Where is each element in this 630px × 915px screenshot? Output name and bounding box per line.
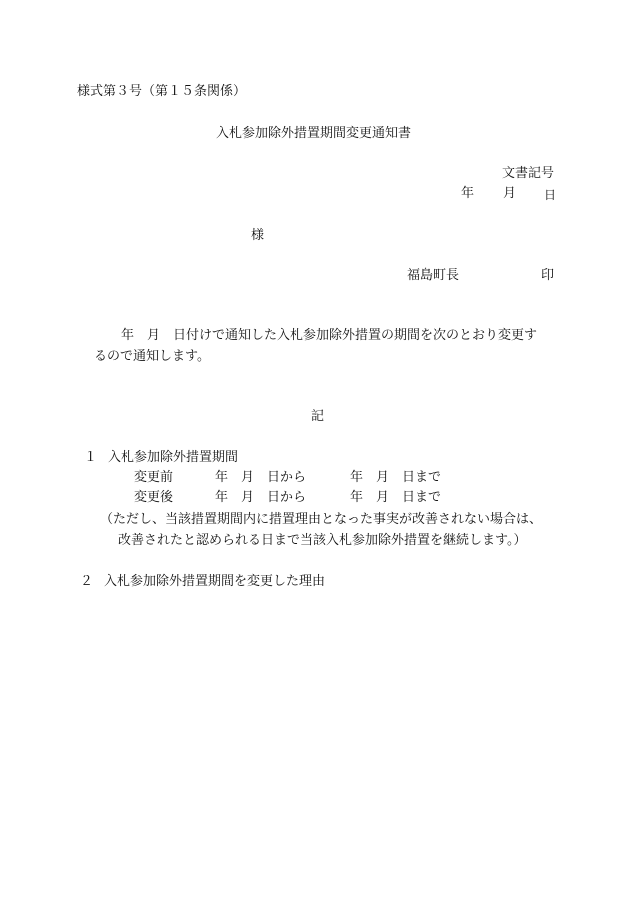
notation-mark: 記 [311,409,325,424]
item-1-heading: 入札参加除外措置期間 [108,450,239,465]
period-before-label: 変更前 [134,470,174,485]
body-line-1: 年 月 日付けで通知した入札参加除外措置の期間を次のとおり変更す [121,328,538,343]
period-after-from: 年 月 日から [215,490,307,505]
period-note-line-2: 改善されたと認められる日まで当該入札参加除外措置を継続します。） [118,533,527,548]
body-line-2: るので通知します。 [94,349,210,364]
period-before-from: 年 月 日から [215,470,307,485]
date-day-label: 日 [544,188,557,202]
document-title: 入札参加除外措置期間変更通知書 [216,126,412,141]
item-2-number: ２ [80,574,94,589]
period-before-to: 年 月 日まで [350,470,442,485]
item-1-number: １ [84,450,98,465]
period-after-to: 年 月 日まで [350,490,442,505]
sender-name: 福島町長 [407,268,460,283]
date-year-label: 年 [461,186,475,201]
item-2-heading: 入札参加除外措置期間を変更した理由 [104,574,326,589]
doc-number-label: 文書記号 [502,166,555,181]
period-after-label: 変更後 [134,490,174,505]
period-note-line-1: （ただし、当該措置期間内に措置理由となった事実が改善されない場合は、 [100,512,543,527]
seal-mark: 印 [541,268,555,283]
form-number: 様式第３号（第１５条関係） [77,84,247,99]
date-month-label: 月 [503,186,517,201]
recipient-suffix: 様 [251,228,265,243]
